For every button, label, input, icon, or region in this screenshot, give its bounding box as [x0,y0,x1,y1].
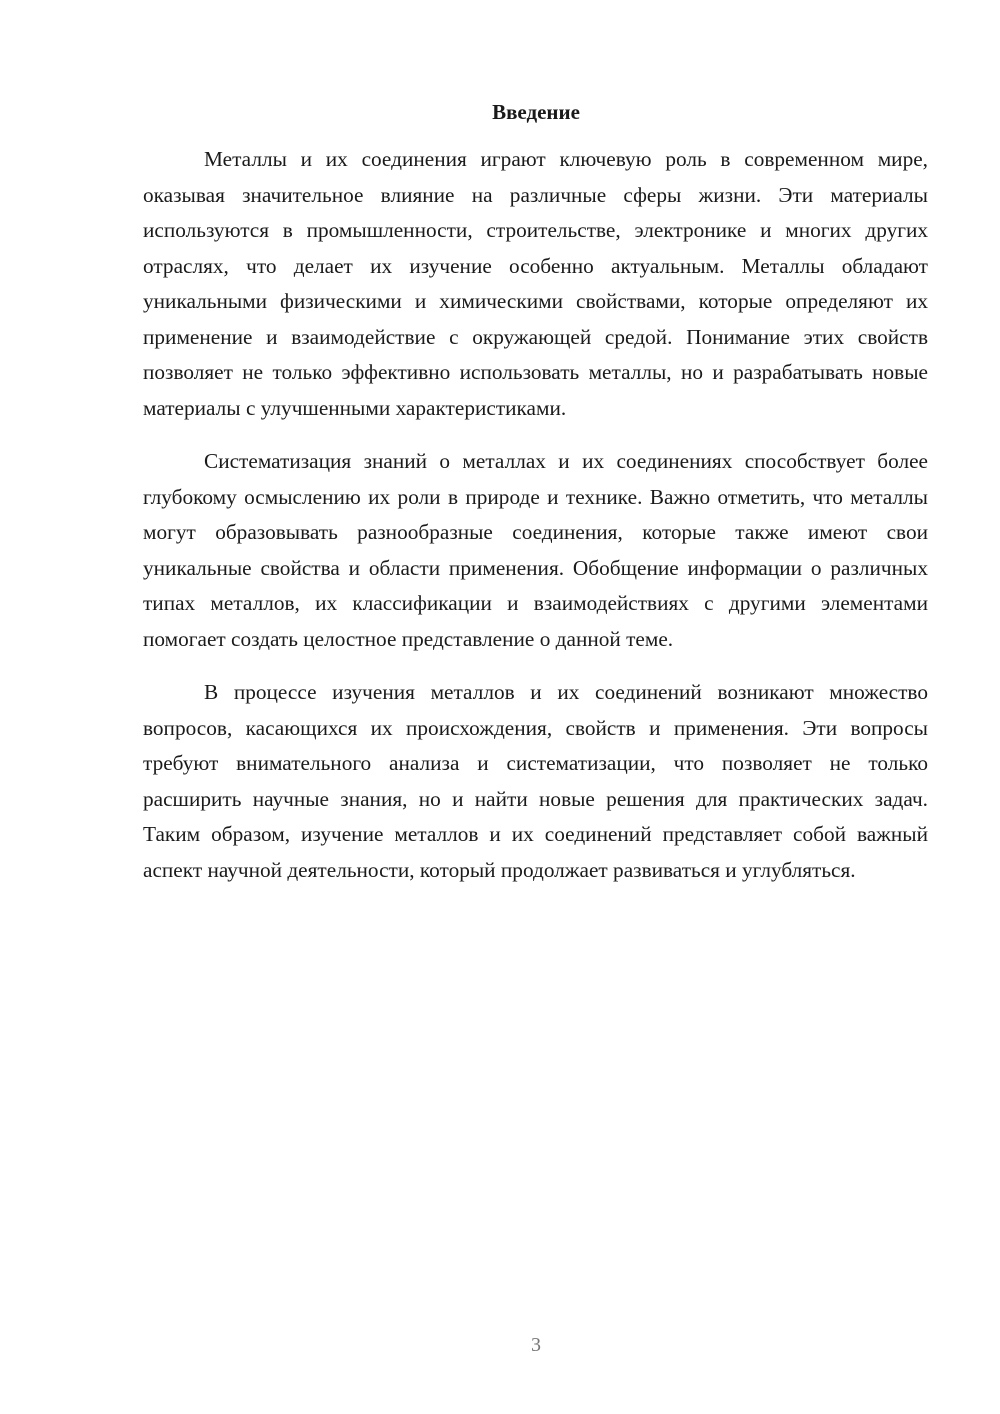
paragraph-3: В процессе изучения металлов и их соединений возникают множество вопросов, касающихся их происхождения, свойств и применения. Эти вопросы требуют внимательного анализа и систематизации, что позволяет не только расширить научные знания, но и найти новые решения для практических задач. Таким образом, изучение металлов и их соединений представляет собой важный аспект научной деятельности, который продолжает развиваться и углубляться. [143,680,928,882]
section-title: Введение [492,100,580,124]
body-text [143,142,928,906]
page-number: 3 [531,1334,541,1356]
paragraph-2: Систематизация знаний о металлах и их соединениях способствует более глубокому осмыслению их роли в природе и технике. Важно отметить, что металлы могут образовывать разнообразные соединения, которые также имеют свои уникальные свойства и области применения. Обобщение информации о различных типах металлов, их классификации и взаимодействиях с другими элементами помогает создать целостное представление о данной теме. [143,449,928,651]
paragraph-1: Металлы и их соединения играют ключевую роль в современном мире, оказывая значительное влияние на различные сферы жизни. Эти материалы используются в промышленности, строительстве, электронике и многих других отраслях, что делает их изучение особенно актуальным. Металлы обладают уникальными физическими и химическими свойствами, которые определяют их применение и взаимодействие с окружающей средой. Понимание этих свойств позволяет не только эффективно использовать металлы, но и разрабатывать новые материалы с улучшенными характеристиками. [143,147,928,420]
